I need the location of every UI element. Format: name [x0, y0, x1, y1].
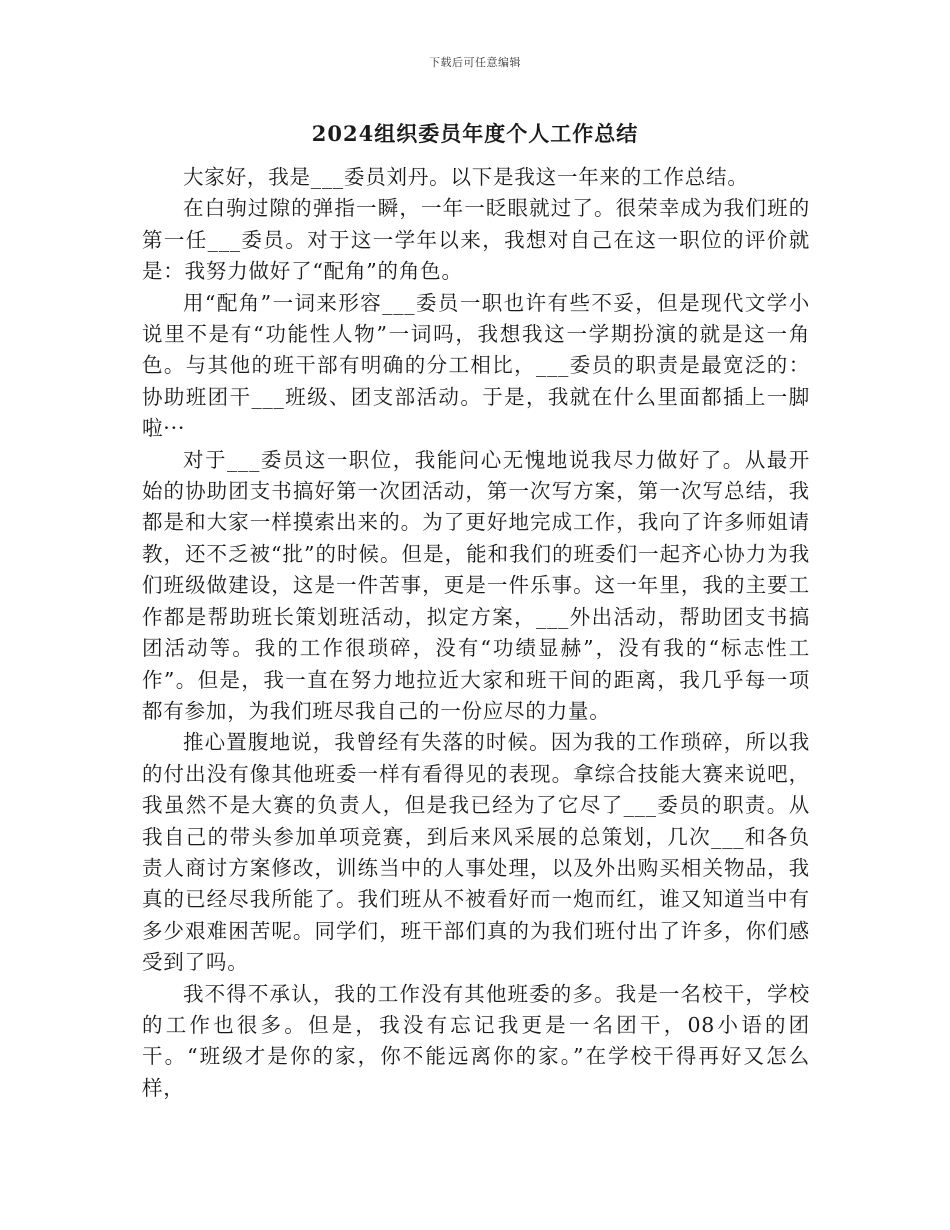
paragraph-6: 我不得不承认，我的工作没有其他班委的多。我是一名校干，学校的工作也很多。但是，我没有忘记我更是一名团干，08小语的团干。“班级才是你的家，你不能远离你的家。”在学校干得再好又怎么样，	[142, 981, 810, 1100]
paragraph-5: 推心置腹地说，我曾经有失落的时候。因为我的工作琐碎，所以我的付出没有像其他班委一样有看得见的表现。拿综合技能大赛来说吧，我虽然不是大赛的负责人，但是我已经为了它尽了___委员的职责。从我自己的带头参加单项竞赛，到后来风采展的总策划，几次___和各负责人商讨方案修改，训练当中的人事处理，以及外出购买相关物品，我真的已经尽我所能了。我们班从不被看好而一炮而红，谁又知道当中有多少艰难困苦呢。同学们，班干部们真的为我们班付出了许多，你们感受到了吗。	[142, 730, 810, 975]
document-body	[142, 162, 810, 1104]
paragraph-3: 用“配角”一词来形容___委员一职也许有些不妥，但是现代文学小说里不是有“功能性人物”一词吗，我想我这一学期扮演的就是这一角色。与其他的班干部有明确的分工相比，___委员的职责是最宽泛的：协助班团干___班级、团支部活动。于是，我就在什么里面都插上一脚啦···	[142, 290, 810, 441]
header-note: 下载后可任意编辑	[429, 56, 521, 69]
paragraph-1: 大家好，我是___委员刘丹。以下是我这一年来的工作总结。	[183, 165, 749, 189]
paragraph-2: 在白驹过隙的弹指一瞬，一年一眨眼就过了。很荣幸成为我们班的第一任___委员。对于这一学年以来，我想对自己在这一职位的评价就是：我努力做好了“配角”的角色。	[142, 196, 810, 284]
paragraph-4: 对于___委员这一职位，我能问心无愧地说我尽力做好了。从最开始的协助团支书搞好第一次团活动，第一次写方案，第一次写总结，我都是和大家一样摸索出来的。为了更好地完成工作，我向了许多师姐请教，还不乏被“批”的时候。但是，能和我们的班委们一起齐心协力为我们班级做建设，这是一件苦事，更是一件乐事。这一年里，我的主要工作都是帮助班长策划班活动，拟定方案，___外出活动，帮助团支书搞团活动等。我的工作很琐碎，没有“功绩显赫”，没有我的“标志性工作”。但是，我一直在努力地拉近大家和班干间的距离，我几乎每一项都有参加，为我们班尽我自己的一份应尽的力量。	[142, 447, 810, 723]
document-title: 2024组织委员年度个人工作总结	[311, 121, 639, 146]
